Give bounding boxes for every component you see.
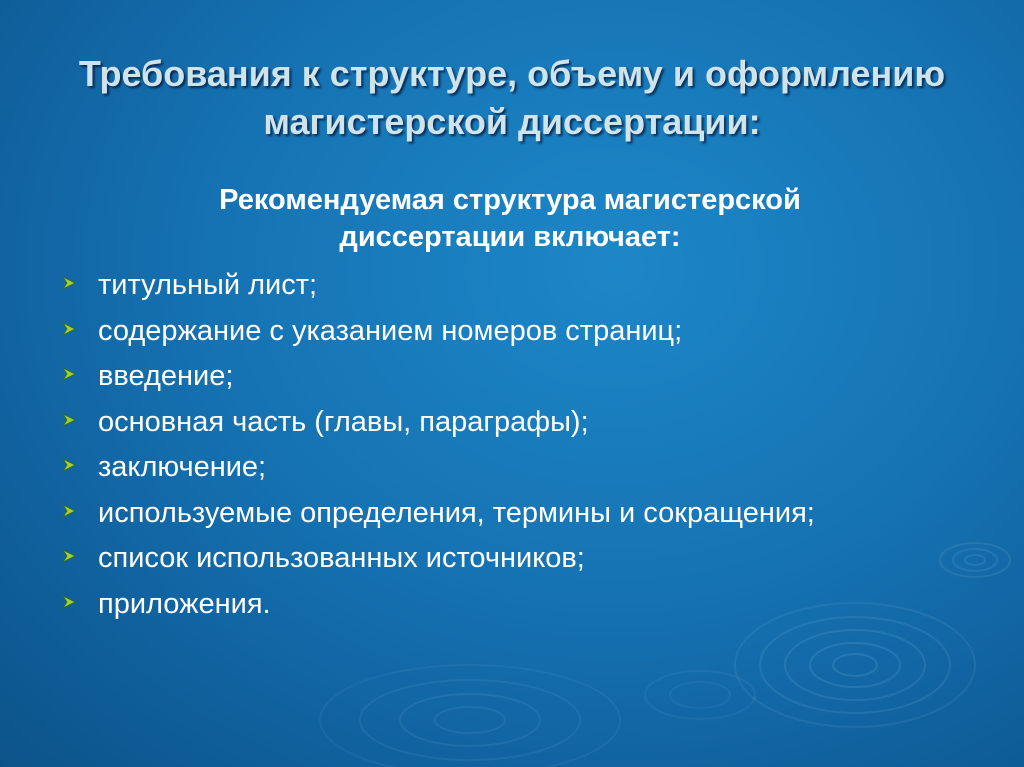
- list-item: [60, 355, 815, 401]
- list-item: [60, 264, 815, 310]
- arrowhead-bullet-icon: [60, 591, 78, 613]
- list-item-text: приложения.: [98, 587, 271, 620]
- list-item: [60, 446, 815, 492]
- list-item-text: список использованных источников;: [98, 542, 585, 574]
- arrowhead-bullet-icon: [60, 318, 78, 340]
- arrowhead-bullet-icon: [60, 545, 78, 567]
- list-item-text: титульный лист;: [98, 269, 318, 301]
- list-item: [60, 401, 815, 447]
- list-item: [60, 492, 815, 538]
- list-item-text: заключение;: [98, 451, 267, 483]
- list-item-text: используемые определения, термины и сокращения;: [98, 496, 815, 529]
- slide-title: Требования к структуре, объему и оформлению магистерской диссертации:: [78, 53, 946, 142]
- arrowhead-bullet-icon: [60, 272, 78, 294]
- arrowhead-bullet-icon: [60, 454, 78, 476]
- bullet-list: [60, 264, 815, 628]
- list-item-text: содержание с указанием номеров страниц;: [98, 314, 683, 347]
- list-item: [60, 537, 815, 583]
- arrowhead-bullet-icon: [60, 500, 78, 522]
- list-item-text: основная часть (главы, параграфы);: [98, 405, 589, 438]
- list-item-text: введение;: [98, 360, 234, 392]
- arrowhead-bullet-icon: [60, 409, 78, 431]
- arrowhead-bullet-icon: [60, 363, 78, 385]
- slide-subtitle: Рекомендуемая структура магистерской диссертации включает:: [219, 184, 801, 253]
- list-item: [60, 583, 815, 629]
- list-item: [60, 310, 815, 356]
